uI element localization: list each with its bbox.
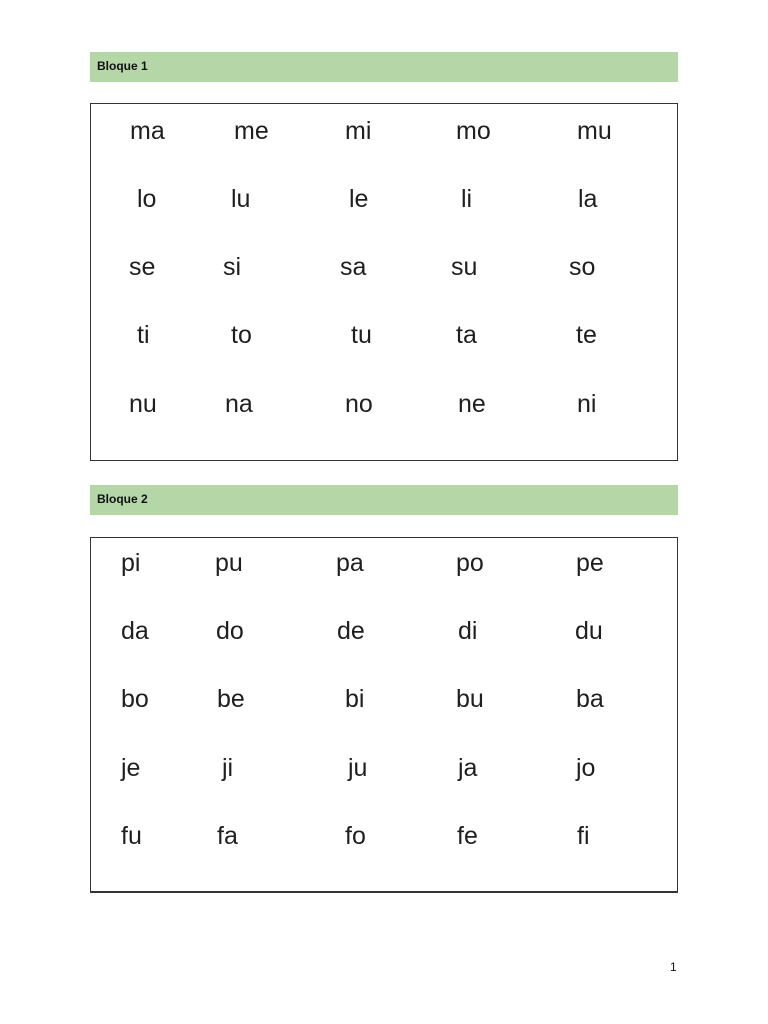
block-2-syllable-grid xyxy=(90,537,678,893)
syllable: bo xyxy=(121,685,149,713)
syllable: ju xyxy=(348,754,368,782)
syllable: pa xyxy=(336,549,364,577)
block-1-header xyxy=(90,52,678,82)
syllable: na xyxy=(225,390,253,418)
page-number: 1 xyxy=(670,960,677,974)
syllable: de xyxy=(337,617,365,645)
syllable: se xyxy=(129,253,156,281)
syllable: tu xyxy=(351,321,372,349)
syllable: mi xyxy=(345,117,372,145)
syllable: nu xyxy=(129,390,157,418)
syllable: du xyxy=(575,617,603,645)
syllable: bi xyxy=(345,685,365,713)
syllable: fo xyxy=(345,822,366,850)
syllable: pu xyxy=(215,549,243,577)
syllable: jo xyxy=(576,754,596,782)
block-1-syllable-grid xyxy=(90,103,678,461)
syllable: ma xyxy=(130,117,165,145)
syllable: pi xyxy=(121,549,141,577)
syllable: ne xyxy=(458,390,486,418)
syllable: be xyxy=(217,685,245,713)
syllable: su xyxy=(451,253,478,281)
syllable: di xyxy=(458,617,478,645)
syllable: si xyxy=(223,253,242,281)
syllable: do xyxy=(216,617,244,645)
block-1-title: Bloque 1 xyxy=(97,59,148,73)
syllable: po xyxy=(456,549,484,577)
syllable: fa xyxy=(217,822,238,850)
syllable: me xyxy=(234,117,269,145)
syllable: to xyxy=(231,321,252,349)
syllable: mo xyxy=(456,117,491,145)
syllable: ni xyxy=(577,390,597,418)
syllable: fu xyxy=(121,822,142,850)
syllable: da xyxy=(121,617,149,645)
syllable: fi xyxy=(577,822,590,850)
syllable: lu xyxy=(231,185,251,213)
syllable: ji xyxy=(222,754,234,782)
syllable: la xyxy=(578,185,598,213)
syllable: pe xyxy=(576,549,604,577)
syllable: fe xyxy=(457,822,478,850)
syllable: sa xyxy=(340,253,367,281)
syllable: je xyxy=(121,754,141,782)
syllable: ti xyxy=(137,321,150,349)
syllable: ja xyxy=(458,754,478,782)
syllable: li xyxy=(461,185,473,213)
syllable: te xyxy=(576,321,597,349)
syllable: ba xyxy=(576,685,604,713)
syllable: so xyxy=(569,253,596,281)
syllable: mu xyxy=(577,117,612,145)
block-2-title: Bloque 2 xyxy=(97,492,148,506)
block-2-header xyxy=(90,485,678,515)
syllable: le xyxy=(349,185,369,213)
syllable: bu xyxy=(456,685,484,713)
syllable: ta xyxy=(456,321,477,349)
syllable: lo xyxy=(137,185,157,213)
syllable: no xyxy=(345,390,373,418)
